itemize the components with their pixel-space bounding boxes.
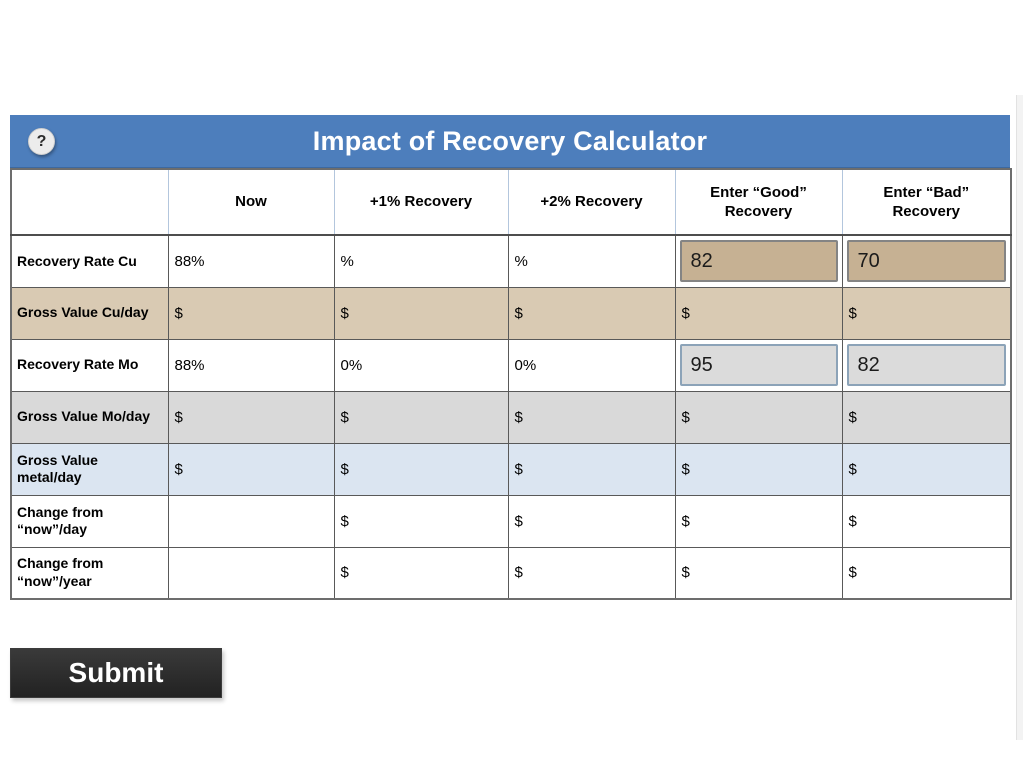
row-label: Recovery Rate Mo	[11, 339, 168, 391]
cell-plus1: $	[334, 443, 508, 495]
table-row	[11, 287, 1011, 339]
help-button[interactable]	[28, 128, 55, 155]
cell-good: $	[675, 443, 842, 495]
cell-bad: $	[842, 287, 1011, 339]
cell-plus2: $	[508, 547, 675, 599]
col-header-good: Enter “Good” Recovery	[675, 169, 842, 235]
cell-now: 88%	[168, 235, 334, 287]
cell-now	[168, 547, 334, 599]
cell-bad: $	[842, 443, 1011, 495]
row-label: Recovery Rate Cu	[11, 235, 168, 287]
recovery-table	[10, 168, 1012, 600]
cell-now: $	[168, 287, 334, 339]
col-header-now: Now	[168, 169, 334, 235]
table-row	[11, 495, 1011, 547]
question-mark-icon: ?	[36, 132, 47, 150]
cell-plus2: %	[508, 235, 675, 287]
good-recovery-cu-input[interactable]	[680, 240, 838, 282]
cell-plus2: $	[508, 443, 675, 495]
cell-bad	[842, 235, 1011, 287]
table-row	[11, 235, 1011, 287]
col-header-blank	[11, 169, 168, 235]
cell-bad	[842, 339, 1011, 391]
cell-now	[168, 495, 334, 547]
cell-good: $	[675, 391, 842, 443]
row-label: Change from “now”/day	[11, 495, 168, 547]
cell-good: $	[675, 547, 842, 599]
cell-now: 88%	[168, 339, 334, 391]
row-label: Change from “now”/year	[11, 547, 168, 599]
col-header-plus1: +1% Recovery	[334, 169, 508, 235]
cell-plus1: $	[334, 287, 508, 339]
table-row	[11, 547, 1011, 599]
cell-good: $	[675, 495, 842, 547]
good-recovery-mo-input[interactable]	[680, 344, 838, 386]
bad-recovery-cu-input[interactable]	[847, 240, 1007, 282]
cell-now: $	[168, 391, 334, 443]
cell-good	[675, 235, 842, 287]
cell-plus2: $	[508, 287, 675, 339]
page-title: Impact of Recovery Calculator	[312, 125, 708, 156]
calculator-title-bar	[10, 115, 1010, 168]
submit-button[interactable]	[10, 648, 222, 698]
cell-good: $	[675, 287, 842, 339]
cell-plus2: $	[508, 495, 675, 547]
col-header-plus2: +2% Recovery	[508, 169, 675, 235]
table-header-row	[11, 169, 1011, 235]
cell-bad: $	[842, 547, 1011, 599]
cell-now: $	[168, 443, 334, 495]
table-row	[11, 339, 1011, 391]
cell-plus2: 0%	[508, 339, 675, 391]
bad-recovery-mo-input[interactable]	[847, 344, 1007, 386]
cell-plus2: $	[508, 391, 675, 443]
table-row	[11, 443, 1011, 495]
row-label: Gross Value metal/day	[11, 443, 168, 495]
cell-plus1: $	[334, 495, 508, 547]
cell-plus1: $	[334, 547, 508, 599]
submit-button-label: Submit	[68, 657, 164, 688]
recovery-calculator	[10, 115, 1010, 600]
cell-bad: $	[842, 495, 1011, 547]
col-header-bad: Enter “Bad” Recovery	[842, 169, 1011, 235]
row-label: Gross Value Cu/day	[11, 287, 168, 339]
vertical-scrollbar[interactable]	[1016, 95, 1023, 740]
cell-bad: $	[842, 391, 1011, 443]
cell-good	[675, 339, 842, 391]
cell-plus1: $	[334, 391, 508, 443]
row-label: Gross Value Mo/day	[11, 391, 168, 443]
cell-plus1: 0%	[334, 339, 508, 391]
table-row	[11, 391, 1011, 443]
cell-plus1: %	[334, 235, 508, 287]
